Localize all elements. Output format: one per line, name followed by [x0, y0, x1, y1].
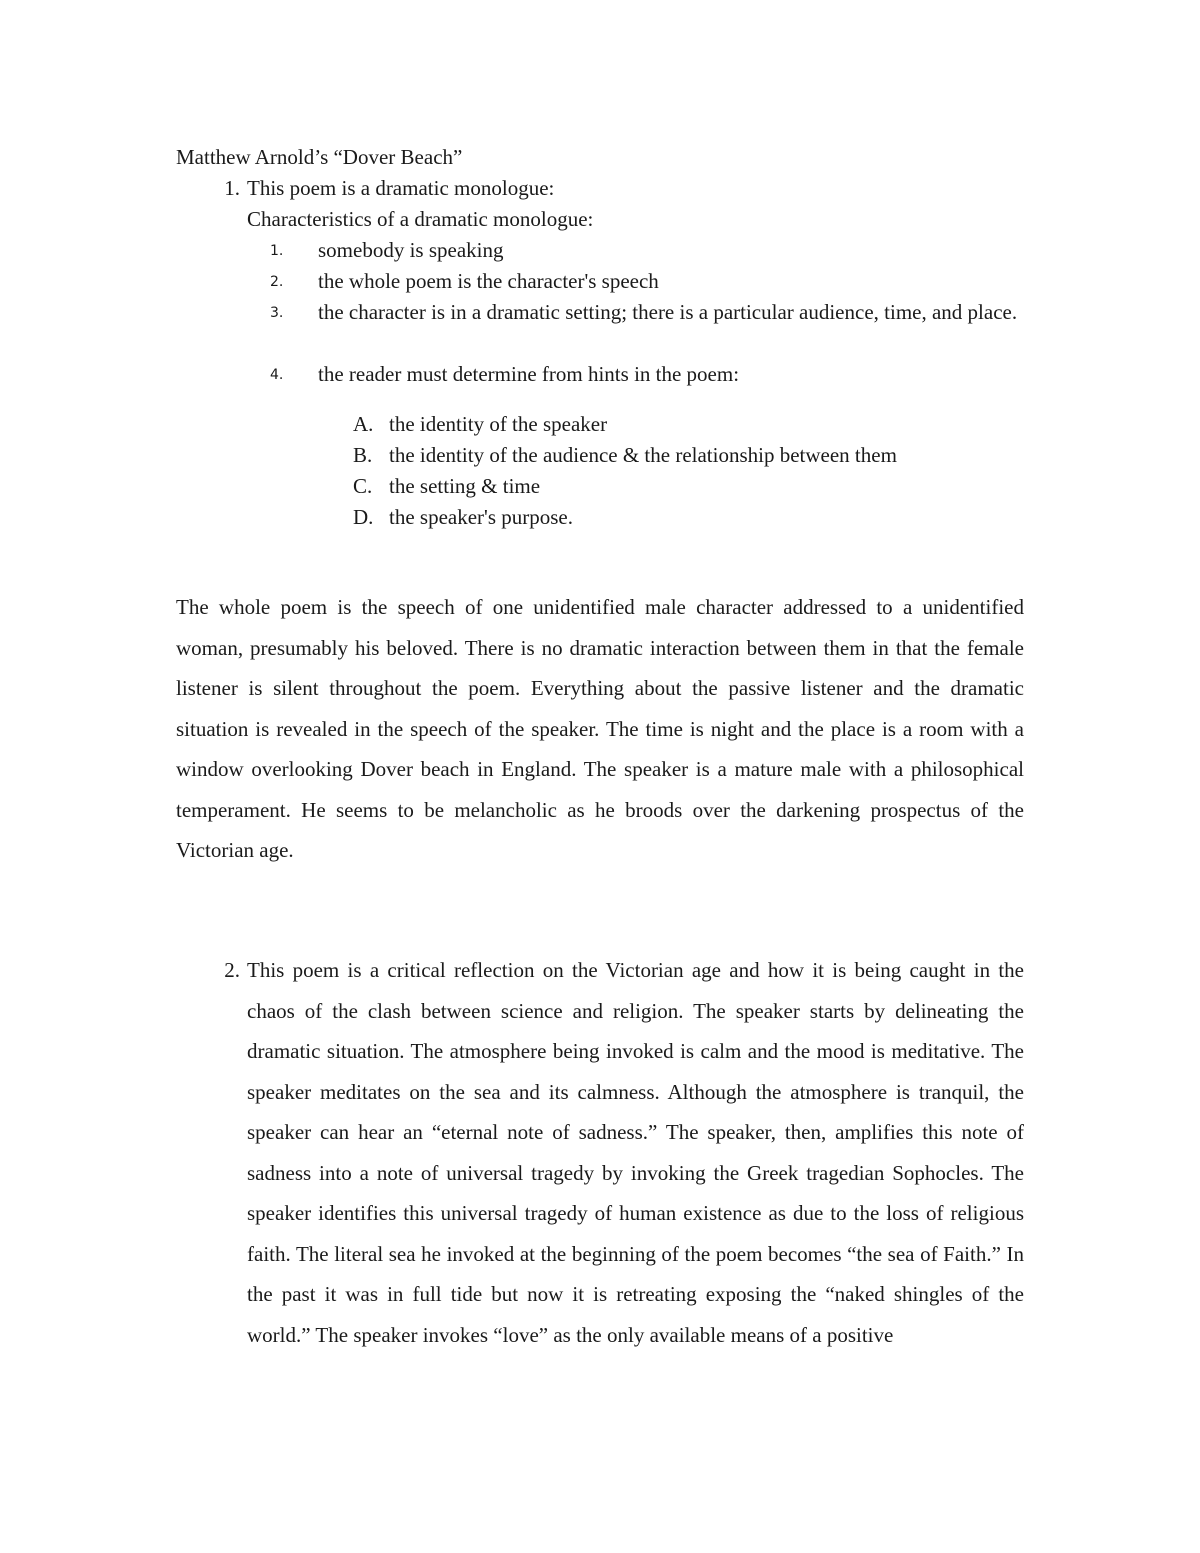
- body-paragraph: The whole poem is the speech of one unidentified male character addressed to a unidentified woman, presumably his beloved. There is no dramatic interaction between them in that the female listener is silent throughout the poem. Everything about the passive listener and the dramatic situation is revealed in the speech of the speaker. The time is night and the place is a room with a window overlooking Dover beach in England. The speaker is a mature male with a philosophical temperament. He seems to be melancholic as he broods over the darkening prospectus of the Victorian age.: [176, 595, 1024, 862]
- section-2-paragraph: This poem is a critical reflection on the Victorian age and how it is being caught in the chaos of the clash between science and religion. The speaker starts by delineating the dramatic situation. The atmosphere being invoked is calm and the mood is meditative. The speaker meditates on the sea and its calmness. Although the atmosphere is tranquil, the speaker can hear an “eternal note of sadness.” The speaker, then, amplifies this note of sadness into a note of universal tragedy by invoking the Greek tragedian Sophocles. The speaker identifies this universal tragedy of human existence as due to the loss of religious faith. The literal sea he invoked at the beginning of the poem becomes “the sea of Faith.” In the past it was in full tide but now it is retreating exposing the “naked shingles of the world.” The speaker invokes “love” as the only available means of a positive: [247, 958, 1024, 1347]
- lettered-item-text: the setting & time: [389, 474, 541, 498]
- numbered-item-marker: 1.: [270, 243, 284, 259]
- lettered-item-text: the speaker's purpose.: [389, 505, 573, 529]
- section-1-heading: This poem is a dramatic monologue:: [247, 176, 555, 200]
- lettered-item-text: the identity of the audience & the relationship between them: [389, 443, 897, 467]
- numbered-item-text: the whole poem is the character's speech: [318, 269, 659, 293]
- section-2-number: 2.: [224, 958, 240, 982]
- document-title: Matthew Arnold’s “Dover Beach”: [176, 145, 463, 169]
- numbered-item-marker: 4.: [270, 367, 284, 383]
- lettered-item-marker: A.: [353, 412, 374, 436]
- numbered-item-text: the reader must determine from hints in the poem:: [318, 362, 740, 386]
- lettered-item-marker: D.: [353, 505, 374, 529]
- section-1-subheading: Characteristics of a dramatic monologue:: [247, 207, 594, 231]
- numbered-item-text: the character is in a dramatic setting; there is a particular audience, time, and place.: [318, 300, 1018, 324]
- lettered-item-marker: B.: [353, 443, 373, 467]
- lettered-item-marker: C.: [353, 474, 373, 498]
- lettered-item-text: the identity of the speaker: [389, 412, 608, 436]
- numbered-item-marker: 2.: [270, 274, 284, 290]
- section-1-number: 1.: [224, 176, 240, 200]
- numbered-item-text: somebody is speaking: [318, 238, 504, 262]
- numbered-item-marker: 3.: [270, 305, 284, 321]
